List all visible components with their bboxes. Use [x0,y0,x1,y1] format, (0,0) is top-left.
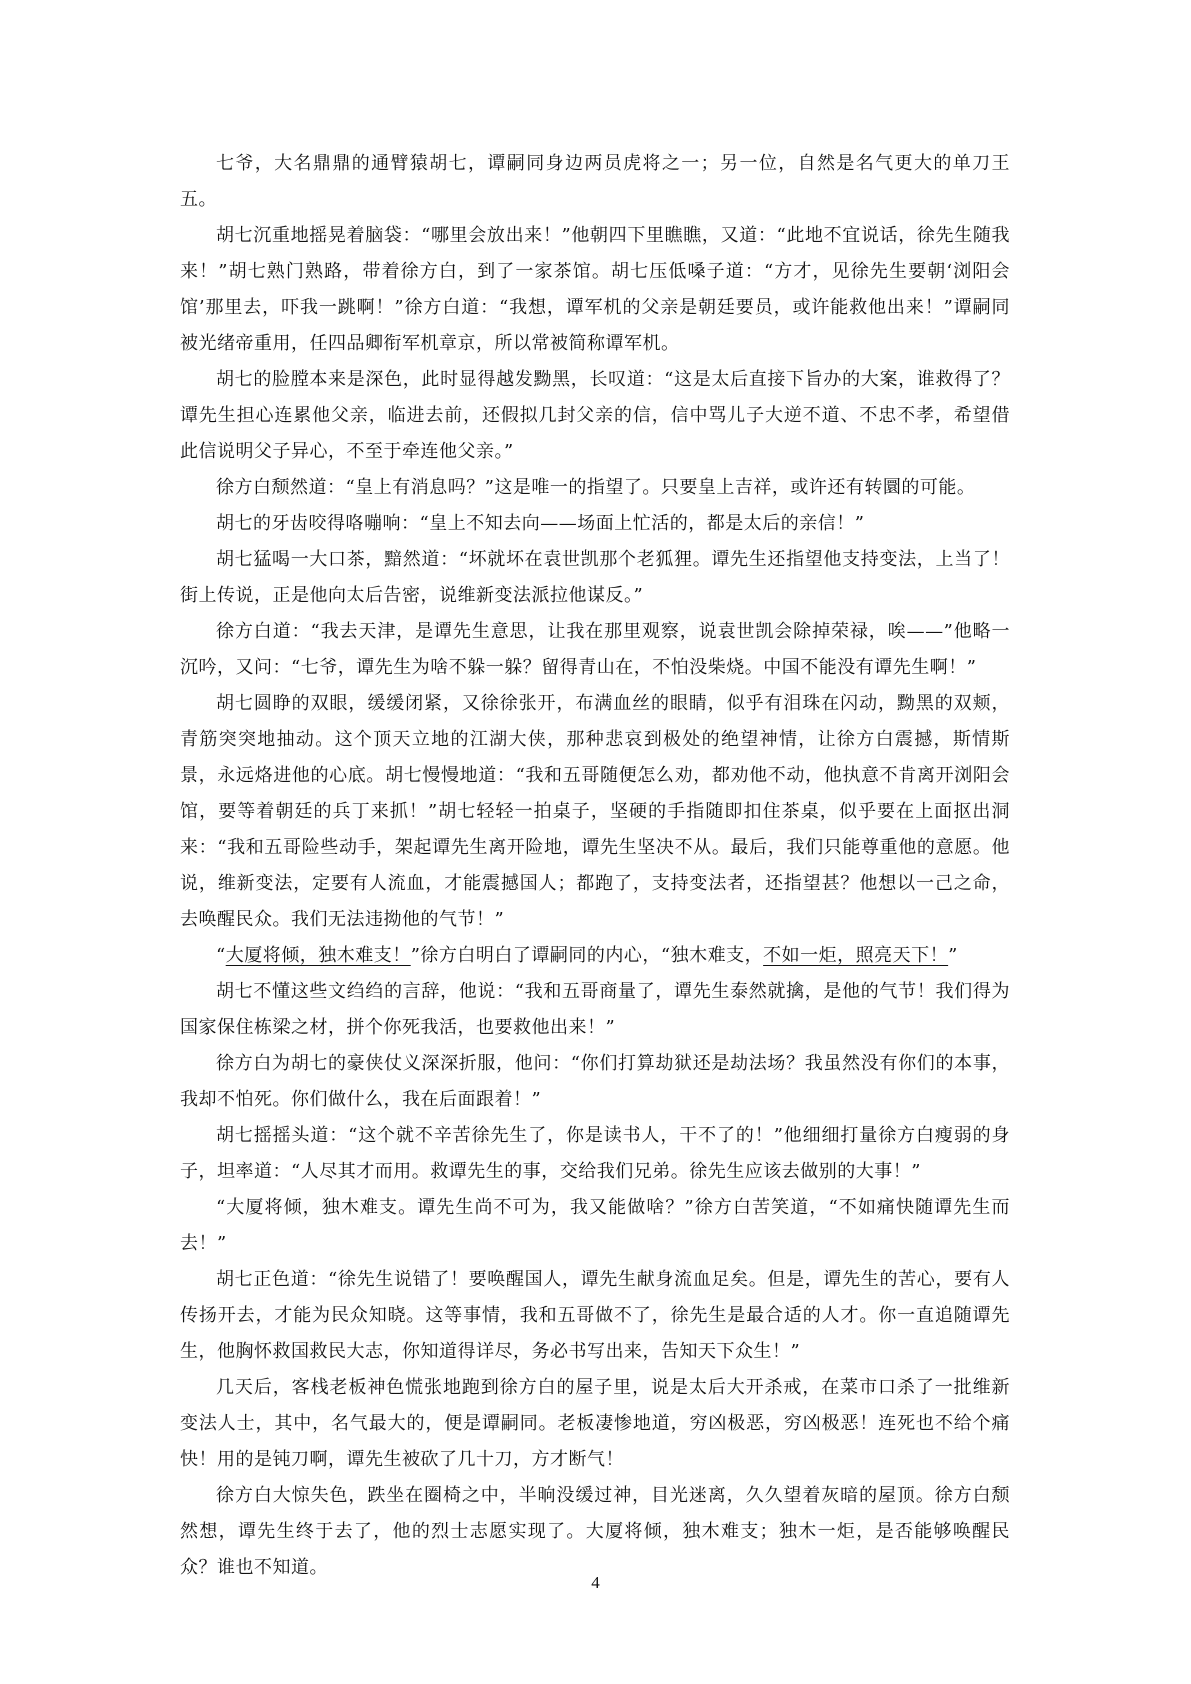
paragraph-text: “ [216,945,226,966]
paragraph-text: 徐方白颓然道：“皇上有消息吗？”这是唯一的指望了。只要皇上吉祥，或许还有转圜的可能。 [216,477,976,498]
paragraph [180,974,1010,1046]
paragraph [180,470,1010,506]
paragraph-text: 胡七的牙齿咬得咯嘣响：“皇上不知去向——场面上忙活的，都是太后的亲信！” [216,513,865,534]
paragraph [180,542,1010,614]
paragraph-text: 徐方白道：“我去天津，是谭先生意思，让我在那里观察，说袁世凯会除掉荣禄，唉——”他略一沉吟，又问：“七爷，谭先生为啥不躲一躲？留得青山在，不怕没柴烧。中国不能没有谭先生啊！” [180,621,1010,678]
paragraph [180,1046,1010,1118]
paragraph [180,1190,1010,1262]
paragraph [180,686,1010,938]
paragraph-text: 徐方白为胡七的豪侠仗义深深折服，他问：“你们打算劫狱还是劫法场？我虽然没有你们的本事，我却不怕死。你们做什么，我在后面跟着！” [180,1053,1010,1110]
paragraph-text: “大厦将倾，独木难支。谭先生尚不可为，我又能做啥？”徐方白苦笑道，“不如痛快随谭先生而去！” [180,1197,1010,1254]
paragraph-text: 胡七沉重地摇晃着脑袋：“哪里会放出来！”他朝四下里瞧瞧，又道：“此地不宜说话，徐先生随我来！”胡七熟门熟路，带着徐方白，到了一家茶馆。胡七压低嗓子道：“方才，见徐先生要朝‘浏阳会馆’那里去，吓我一跳啊！”徐方白道：“我想，谭军机的父亲是朝廷要员，或许能救他出来！”谭嗣同被光绪帝重用，任四品卿衔军机章京，所以常被简称谭军机。 [180,225,1010,354]
underlined-phrase: 大厦将倾，独木难支！ [225,945,411,966]
paragraph [180,938,1010,974]
paragraph-text: 徐方白大惊失色，跌坐在圈椅之中，半晌没缓过神，目光迷离，久久望着灰暗的屋顶。徐方白颓然想，谭先生终于去了，他的烈士志愿实现了。大厦将倾，独木难支；独木一炬，是否能够唤醒民众？谁也不知道。 [180,1485,1010,1578]
paragraph-text: ” [948,945,958,966]
article-body [180,146,1010,1586]
paragraph [180,1118,1010,1190]
paragraph [180,146,1010,218]
paragraph-text: 胡七正色道：“徐先生说错了！要唤醒国人，谭先生献身流血足矣。但是，谭先生的苦心，要有人传扬开去，才能为民众知晓。这等事情，我和五哥做不了，徐先生是最合适的人才。你一直追随谭先生，他胸怀救国救民大志，你知道得详尽，务必书写出来，告知天下众生！” [180,1269,1010,1362]
paragraph [180,1370,1010,1478]
paragraph [180,1478,1010,1586]
underlined-phrase: 不如一炬，照亮天下！ [763,945,949,966]
paragraph [180,614,1010,686]
paragraph-text: 胡七的脸膛本来是深色，此时显得越发黝黑，长叹道：“这是太后直接下旨办的大案，谁救得了？谭先生担心连累他父亲，临进去前，还假拟几封父亲的信，信中骂儿子大逆不道、不忠不孝，希望借此信说明父子异心，不至于牵连他父亲。” [180,369,1010,462]
paragraph-text: 胡七猛喝一大口茶，黯然道：“坏就坏在袁世凯那个老狐狸。谭先生还指望他支持变法，上当了！街上传说，正是他向太后告密，说维新变法派拉他谋反。” [180,549,1010,606]
paragraph [180,1262,1010,1370]
paragraph-text: 胡七圆睁的双眼，缓缓闭紧，又徐徐张开，布满血丝的眼睛，似乎有泪珠在闪动，黝黑的双颊，青筋突突地抽动。这个顶天立地的江湖大侠，那种悲哀到极处的绝望神情，让徐方白震撼，斯情斯景，永远烙进他的心底。胡七慢慢地道：“我和五哥随便怎么劝，都劝他不动，他执意不肯离开浏阳会馆，要等着朝廷的兵丁来抓！”胡七轻轻一拍桌子，坚硬的手指随即扣住茶桌，似乎要在上面抠出洞来：“我和五哥险些动手，架起谭先生离开险地，谭先生坚决不从。最后，我们只能尊重他的意愿。他说，维新变法，定要有人流血，才能震撼国人；都跑了，支持变法者，还指望甚？他想以一己之命，去唤醒民众。我们无法违拗他的气节！” [180,693,1010,930]
paragraph [180,506,1010,542]
paragraph-text: 胡七摇摇头道：“这个就不辛苦徐先生了，你是读书人，干不了的！”他细细打量徐方白瘦弱的身子，坦率道：“人尽其才而用。救谭先生的事，交给我们兄弟。徐先生应该去做别的大事！” [180,1125,1010,1182]
paragraph-text: 几天后，客栈老板神色慌张地跑到徐方白的屋子里，说是太后大开杀戒，在菜市口杀了一批维新变法人士，其中，名气最大的，便是谭嗣同。老板凄惨地道，穷凶极恶，穷凶极恶！连死也不给个痛快！用的是钝刀啊，谭先生被砍了几十刀，方才断气！ [180,1377,1010,1470]
page-number: 4 [591,1573,600,1592]
paragraph-text: ”徐方白明白了谭嗣同的内心，“独木难支， [410,945,764,966]
paragraph [180,362,1010,470]
paragraph-text: 胡七不懂这些文绉绉的言辞，他说：“我和五哥商量了，谭先生泰然就擒，是他的气节！我们得为国家保住栋梁之材，拼个你死我活，也要救他出来！” [180,981,1010,1038]
paragraph-text: 七爷，大名鼎鼎的通臂猿胡七，谭嗣同身边两员虎将之一；另一位，自然是名气更大的单刀王五。 [180,153,1010,210]
paragraph [180,218,1010,362]
